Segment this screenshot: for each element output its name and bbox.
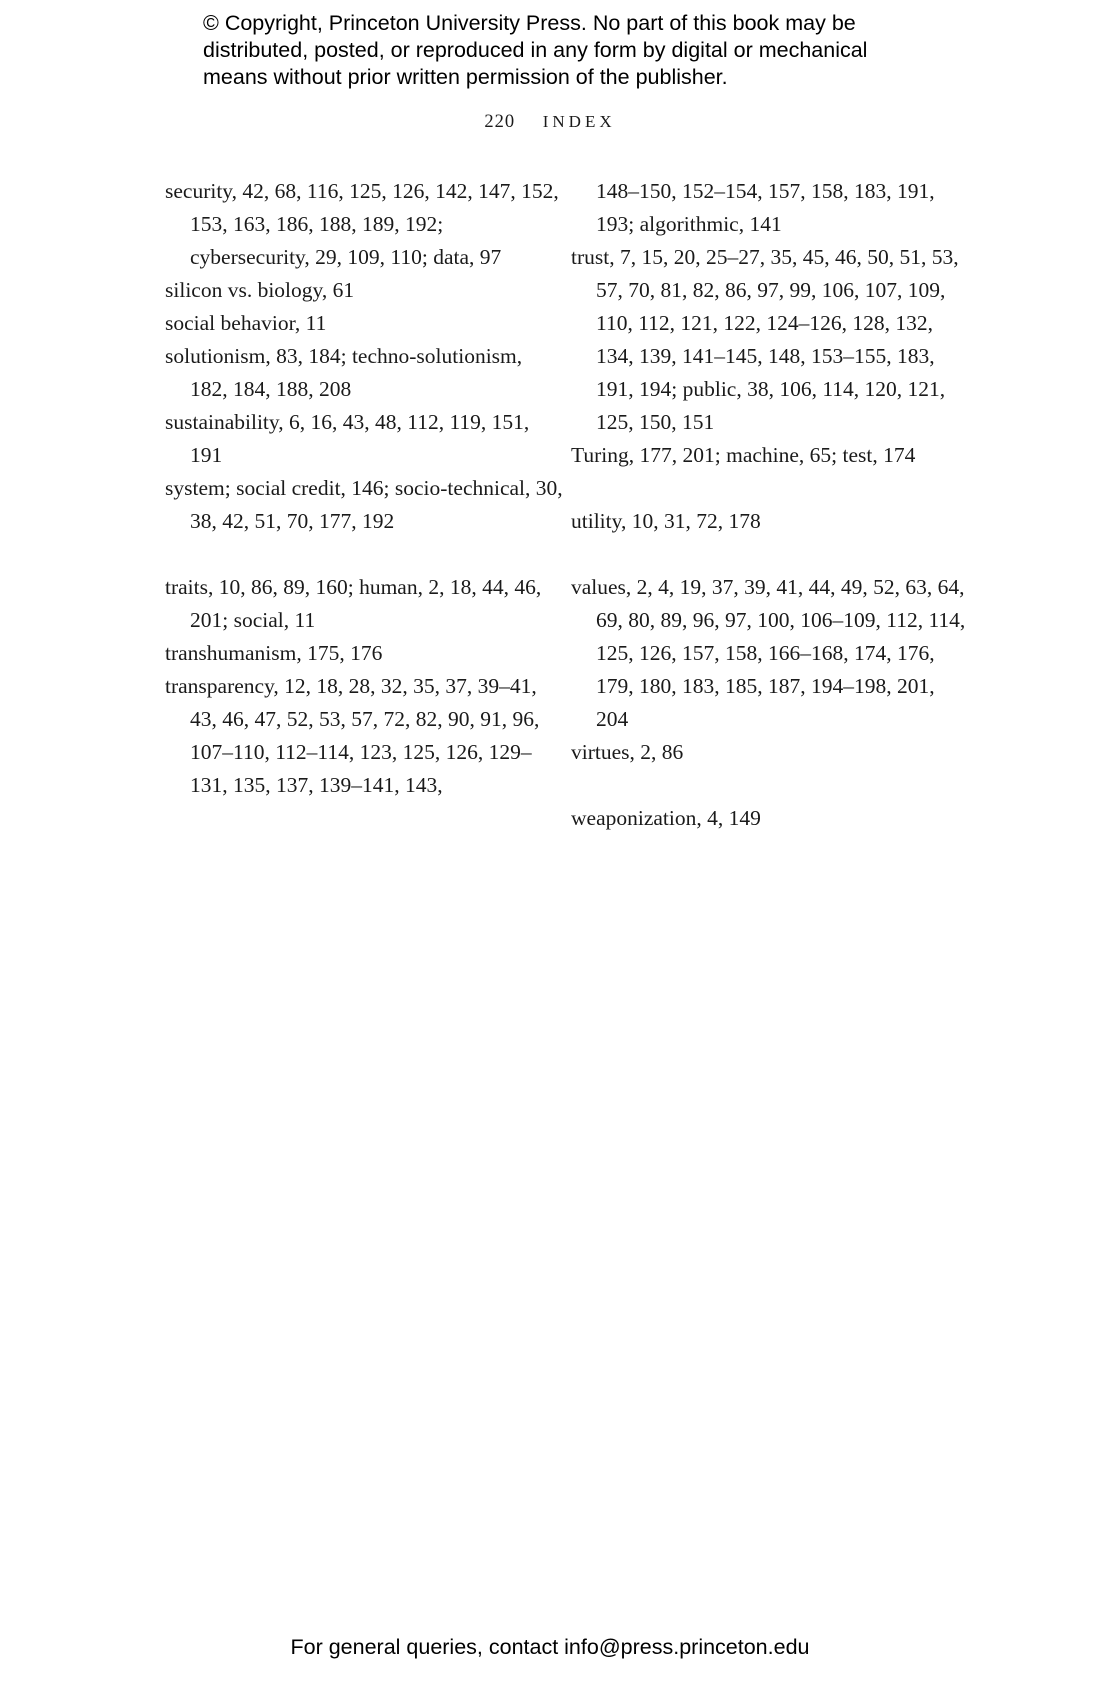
copyright-line: means without prior written permission of the publisher. <box>203 65 728 89</box>
index-column-right <box>571 175 971 835</box>
index-entry-values: values, 2, 4, 19, 37, 39, 41, 44, 49, 52, 63, 64, 69, 80, 89, 96, 97, 100, 106–109, 112, 114, 125, 126, 157, 158, 166–168, 174, 176, 179, 180, 183, 185, 187, 194–198, 201, 204 <box>571 575 966 731</box>
index-entry-turing: Turing, 177, 201; machine, 65; test, 174 <box>571 443 916 467</box>
index-entry-transparency-continued: 148–150, 152–154, 157, 158, 183, 191, 193; algorithmic, 141 <box>596 179 935 236</box>
index-column-left <box>165 175 565 802</box>
section-title: INDEX <box>542 112 616 131</box>
index-entry-traits: traits, 10, 86, 89, 160; human, 2, 18, 44, 46, 201; social, 11 <box>165 575 542 632</box>
letter-group-gap <box>571 472 971 505</box>
index-entry-transhumanism: transhumanism, 175, 176 <box>165 641 383 665</box>
index-entry-utility: utility, 10, 31, 72, 178 <box>571 509 761 533</box>
index-entry-virtues: virtues, 2, 86 <box>571 740 684 764</box>
page-number: 220 <box>484 112 516 132</box>
letter-group-gap <box>571 769 971 802</box>
index-entry-weaponization: weaponization, 4, 149 <box>571 806 761 830</box>
footer-contact: For general queries, contact info@press.princeton.edu <box>290 1635 810 1659</box>
copyright-line: distributed, posted, or reproduced in any form by digital or mechanical <box>203 38 868 62</box>
running-head <box>0 112 1100 133</box>
index-entry-silicon: silicon vs. biology, 61 <box>165 278 355 302</box>
index-entry-transparency: transparency, 12, 18, 28, 32, 35, 37, 39–41, 43, 46, 47, 52, 53, 57, 72, 82, 90, 91, 96, 107–110, 112–114, 123, 125, 126, 129–131, 135, 137, 139–141, 143, <box>165 674 540 797</box>
letter-group-gap <box>165 538 565 571</box>
index-entry-security: security, 42, 68, 116, 125, 126, 142, 147, 152, 153, 163, 186, 188, 189, 192; cybersecurity, 29, 109, 110; data, 97 <box>165 179 559 269</box>
index-entry-sustainability: sustainability, 6, 16, 43, 48, 112, 119, 151, 191 <box>165 410 530 467</box>
index-entry-system: system; social credit, 146; socio-technical, 30, 38, 42, 51, 70, 177, 192 <box>165 476 563 533</box>
index-entry-trust: trust, 7, 15, 20, 25–27, 35, 45, 46, 50, 51, 53, 57, 70, 81, 82, 86, 97, 99, 106, 107, 109, 110, 112, 121, 122, 124–126, 128, 132, 134, 139, 141–145, 148, 153–155, 183, 191, 194; public, 38, 106, 114, 120, 121, 125, 150, 151 <box>571 245 959 434</box>
index-entry-social-behavior: social behavior, 11 <box>165 311 327 335</box>
letter-group-gap <box>571 538 971 571</box>
index-entry-solutionism: solutionism, 83, 184; techno-solutionism, 182, 184, 188, 208 <box>165 344 523 401</box>
copyright-notice <box>203 10 923 91</box>
copyright-line: © Copyright, Princeton University Press. No part of this book may be <box>203 11 856 35</box>
